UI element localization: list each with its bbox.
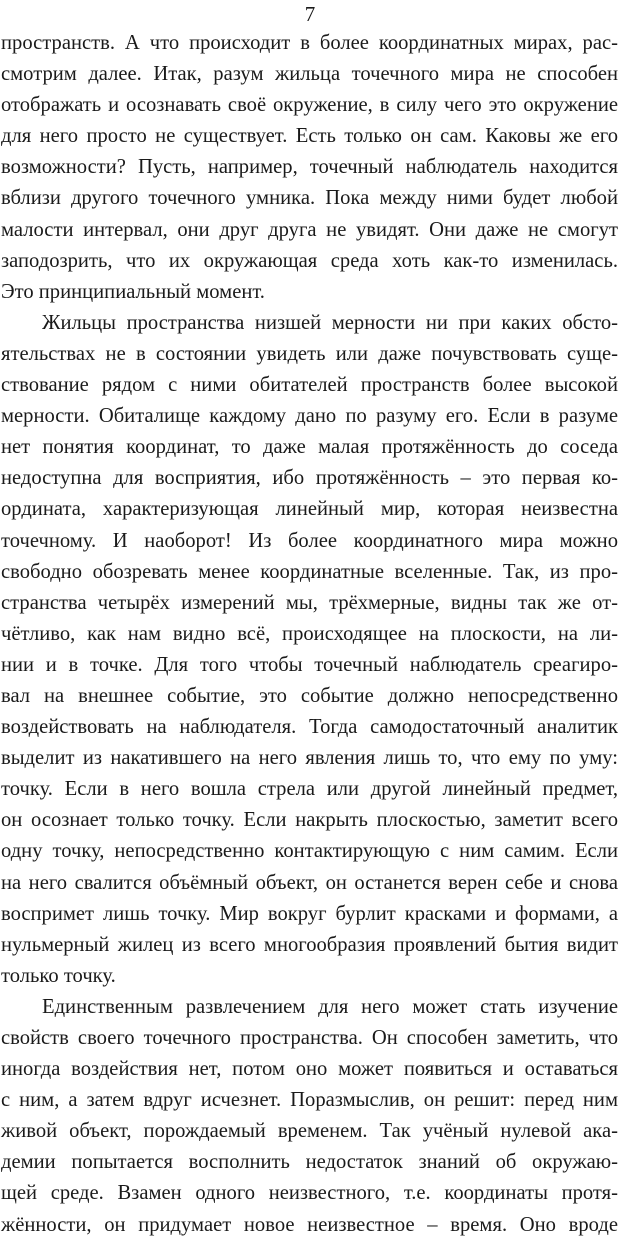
text-line: свойств своего точечного пространства. Он способен заметить, что xyxy=(1,1027,618,1049)
text-line: Единственным развлечением для него может стать изучение xyxy=(42,995,618,1018)
text-line: смотрим далее. Итак, разум жильца точечного мира не способен xyxy=(1,63,618,86)
text-line: щей среде. Взамен одного неизвестного, т.е. координаты протя- xyxy=(1,1182,618,1205)
text-line: нии и в точке. Для того чтобы точечный наблюдатель среагиро- xyxy=(1,653,618,676)
text-line: отображать и осознавать своё окружение, в силу чего это окружение xyxy=(1,94,618,117)
text-line: свободно обозревать менее координатные вселенные. Так, из про- xyxy=(1,560,618,583)
text-line: Жильцы пространства низшей мерности ни при каких обсто- xyxy=(42,311,618,334)
text-line: для него просто не существует. Есть только он сам. Каковы же его xyxy=(1,125,618,148)
text-line: живой объект, порождаемый временем. Так учёный нулевой ака- xyxy=(1,1120,618,1143)
text-line: пространств. А что происходит в более координатных мирах, рас- xyxy=(1,32,618,54)
text-line: мерности. Обиталище каждому дано по разуму его. Если в разуме xyxy=(1,405,618,428)
text-line: с ним, а затем вдруг исчезнет. Поразмыслив, он решит: перед ним xyxy=(1,1089,618,1112)
text-line: нульмерный жилец из всего многообразия проявлений бытия видит xyxy=(1,933,618,956)
text-line: воздействовать на наблюдателя. Тогда самодостаточный аналитик xyxy=(1,716,618,739)
text-line: возможности? Пусть, например, точечный наблюдатель находится xyxy=(1,156,618,179)
text-line: чётливо, как нам видно всё, происходящее на плоскости, на ли- xyxy=(1,622,618,645)
text-line: точечному. И наоборот! Из более координатного мира можно xyxy=(1,529,618,552)
text-line: ордината, характеризующая линейный мир, которая неизвестна xyxy=(1,498,618,521)
text-line: иногда воздействия нет, потом оно может появиться и оставаться xyxy=(1,1058,618,1081)
text-line: он осознает только точку. Если накрыть плоскостью, заметит всего xyxy=(1,809,618,832)
body-text xyxy=(1,28,618,1241)
text-line: жённости, он придумает новое неизвестное – время. Оно вроде xyxy=(1,1213,618,1236)
text-line: вблизи другого точечного умника. Пока между ними будет любой xyxy=(1,187,618,210)
text-line: заподозрить, что их окружающая среда хоть как-то изменилась. xyxy=(1,249,618,272)
text-line: на него свалится объёмный объект, он останется верен себе и снова xyxy=(1,871,618,894)
text-line: воспримет лишь точку. Мир вокруг бурлит красками и формами, а xyxy=(1,902,618,925)
text-line: нет понятия координат, то даже малая протяжённость до соседа xyxy=(1,436,618,459)
text-line: точку. Если в него вошла стрела или другой линейный предмет, xyxy=(1,778,618,801)
text-line: недоступна для восприятия, ибо протяжённость – это первая ко- xyxy=(1,467,618,490)
text-line: ятельствах не в состоянии увидеть или даже почувствовать суще- xyxy=(1,342,618,365)
page-number: 7 xyxy=(304,2,316,26)
text-line: только точку. xyxy=(1,964,116,987)
text-line: вал на внешнее событие, это событие должно непосредственно xyxy=(1,684,618,707)
text-line: Это принципиальный момент. xyxy=(1,280,265,303)
text-line: малости интервал, они друг друга не увидят. Они даже не смогут xyxy=(1,218,618,241)
text-line: выделит из накатившего на него явления лишь то, что ему по уму: xyxy=(1,747,618,770)
text-line: странства четырёх измерений мы, трёхмерные, видны так же от- xyxy=(1,591,618,614)
text-line: ствование рядом с ними обитателей пространств более высокой xyxy=(1,374,618,397)
text-line: одну точку, непосредственно контактирующую с ним самим. Если xyxy=(1,840,618,863)
text-line: демии попытается восполнить недостаток знаний об окружаю- xyxy=(1,1151,618,1174)
